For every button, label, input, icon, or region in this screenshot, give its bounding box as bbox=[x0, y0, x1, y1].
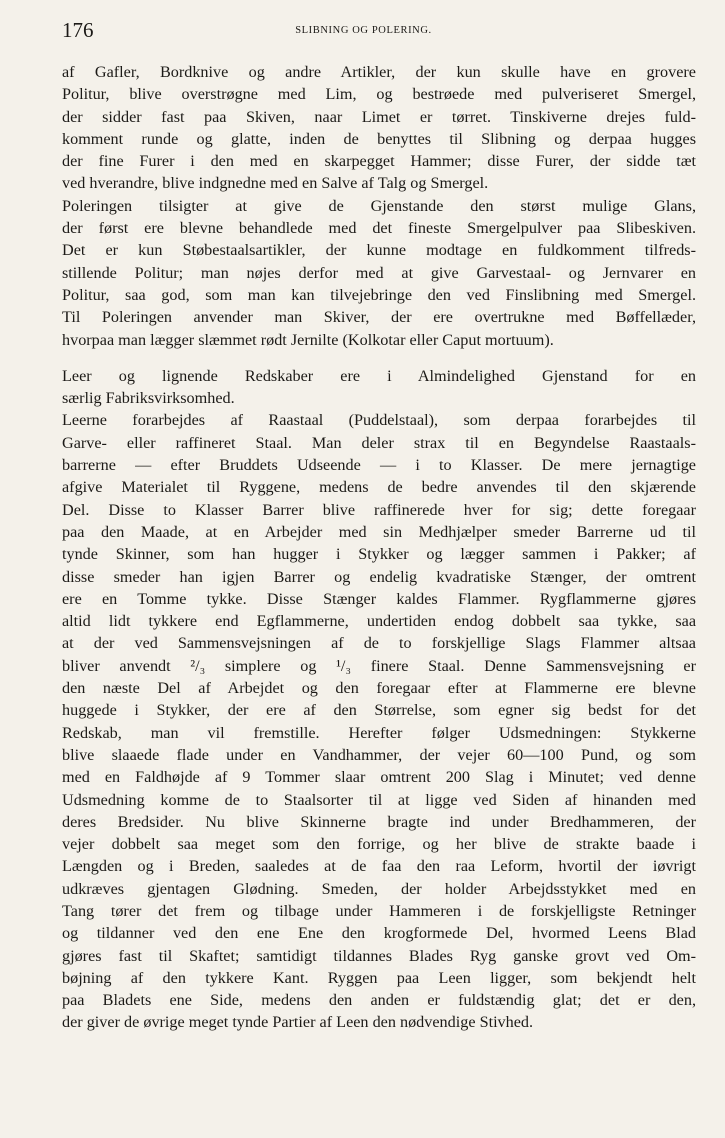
text-line: barrerne — efter Bruddets Udseende — i to Klasser. De mere jernagtige bbox=[62, 456, 696, 475]
text-line: Leerne forarbejdes af Raastaal (Puddelstaal), som derpaa forarbejdes til bbox=[62, 411, 696, 430]
text-line: af Gafler, Bordknive og andre Artikler, der kun skulle have en grovere bbox=[62, 63, 696, 81]
text-line: Politur, blive overstrøgne med Lim, og bestrøede med pulveriseret Smergel, bbox=[62, 85, 696, 104]
body-text bbox=[62, 61, 697, 1034]
text-line: udkræves gjentagen Glødning. Smeden, der holder Arbejdsstykket med en bbox=[62, 879, 696, 898]
text-line: hvorpaa man lægger slæmmet rødt Jernilte (Kolkotar eller Caput mortuum). bbox=[62, 330, 554, 349]
text-line: Udsmedning komme de to Staalsorter til at ligge ved Siden af hinanden med bbox=[62, 790, 696, 809]
text-line: bøjning af den tykkere Kant. Ryggen paa Leen ligger, som bekjendt helt bbox=[62, 968, 696, 987]
text-line: Det er kun Støbestaalsartikler, der kunne modtage en fuldkomment tilfreds- bbox=[62, 241, 696, 260]
text-line: Leer og lignende Redskaber ere i Almindelighed Gjenstand for en bbox=[62, 366, 696, 385]
text-line: tynde Skinner, som han hugger i Stykker og lægger sammen i Pakker; af bbox=[62, 545, 696, 564]
text-line: ere en Tomme tykke. Disse Stænger kaldes Flammer. Rygflammerne gjøres bbox=[62, 589, 696, 608]
text-line: blive slaaede flade under en Vandhammer, der vejer 60—100 Pund, og som bbox=[62, 745, 696, 764]
text-line: Tang tører det frem og tilbage under Hammeren i de forskjelligste Retninger bbox=[62, 901, 696, 920]
text-line: afgive Materialet til Ryggene, medens de bedre anvendes til den skjærende bbox=[62, 478, 696, 497]
text-line: Poleringen tilsigter at give de Gjenstande den størst mulige Glans, bbox=[62, 196, 696, 215]
text-line: der sidder fast paa Skiven, naar Limet er tørret. Tinskiverne drejes fuld- bbox=[62, 107, 696, 126]
paragraph bbox=[62, 409, 697, 1033]
page-header bbox=[62, 16, 665, 46]
text-line: paa Bladets ene Side, medens den anden er fuldstændig glat; det er den, bbox=[62, 991, 696, 1010]
text-line: med en Faldhøjde af 9 Tommer slaar omtrent 200 Slag i Minutet; ved denne bbox=[62, 768, 696, 787]
text-line: Til Poleringen anvender man Skiver, der ere overtrukne med Bøffellæder, bbox=[62, 308, 696, 327]
text-line: bliver anvendt ²/₃ simplere og ¹/₃ finere Staal. Denne Sammensvejsning er bbox=[62, 656, 696, 675]
text-line: Politur, saa god, som man kan tilvejebringe den ved Finslibning med Smergel. bbox=[62, 285, 696, 304]
paragraph-gap bbox=[62, 351, 697, 365]
text-line: at der ved Sammensvejsningen af de to forskjellige Slags Flammer altsaa bbox=[62, 634, 696, 653]
text-line: deres Bredsider. Nu blive Skinnerne bragte ind under Bredhammeren, der bbox=[62, 812, 696, 831]
text-line: stillende Politur; man nøjes derfor med at give Garvestaal- og Jernvarer en bbox=[62, 263, 696, 282]
text-line: der fine Furer i den med en skarpegget Hammer; disse Furer, der sidde tæt bbox=[62, 152, 696, 171]
text-line: den næste Del af Arbejdet og den foregaar efter at Flammerne ere blevne bbox=[62, 679, 696, 698]
text-line: Redskab, man vil fremstille. Herefter følger Udsmedningen: Stykkerne bbox=[62, 723, 696, 742]
text-line: og tildanner ved den ene Ene den krogformede Del, hvormed Leens Blad bbox=[62, 924, 696, 943]
text-line: vejer dobbelt saa meget som den forrige, og her blive de strakte baade i bbox=[62, 835, 696, 854]
running-head: SLIBNING OG POLERING. bbox=[295, 25, 432, 36]
text-line: paa den Maade, at en Arbejder med sin Medhjælper smeder Barrerne ud til bbox=[62, 522, 696, 541]
text-line: der først ere blevne behandlede med det fineste Smergelpulver paa Slibeskiven. bbox=[62, 219, 696, 238]
page-number: 176 bbox=[62, 18, 94, 42]
text-line: særlig Fabriksvirksomhed. bbox=[62, 389, 235, 408]
text-line: Del. Disse to Klasser Barrer blive raffinerede hver for sig; dette foregaar bbox=[62, 500, 696, 519]
paragraph bbox=[62, 195, 697, 351]
text-line: komment runde og glatte, inden de benyttes til Slibning og derpaa hugges bbox=[62, 129, 696, 148]
text-line: der giver de øvrige meget tynde Partier af Leen den nødvendige Stivhed. bbox=[62, 1013, 534, 1032]
text-line: altid lidt tykkere end Egflammerne, undertiden endog dobbelt saa tykke, saa bbox=[62, 612, 696, 631]
text-line: disse smeder han igjen Barrer og endelig kvadratiske Stænger, der omtrent bbox=[62, 567, 696, 586]
text-line: huggede i Stykker, der ere af den Størrelse, som egner sig bedst for det bbox=[62, 701, 696, 720]
paragraph bbox=[62, 61, 697, 195]
text-line: Garve- eller raffineret Staal. Man deler strax til en Begyndelse Raastaals- bbox=[62, 433, 696, 452]
text-line: Længden og i Breden, saaledes at de faa den raa Leform, hvortil der iøvrigt bbox=[62, 857, 696, 876]
text-line: ved hverandre, blive indgnedne med en Salve af Talg og Smergel. bbox=[62, 174, 489, 193]
paragraph bbox=[62, 365, 697, 410]
text-line: gjøres fast til Skaftet; samtidigt tildannes Blades Ryg ganske grovt ved Om- bbox=[62, 946, 696, 965]
